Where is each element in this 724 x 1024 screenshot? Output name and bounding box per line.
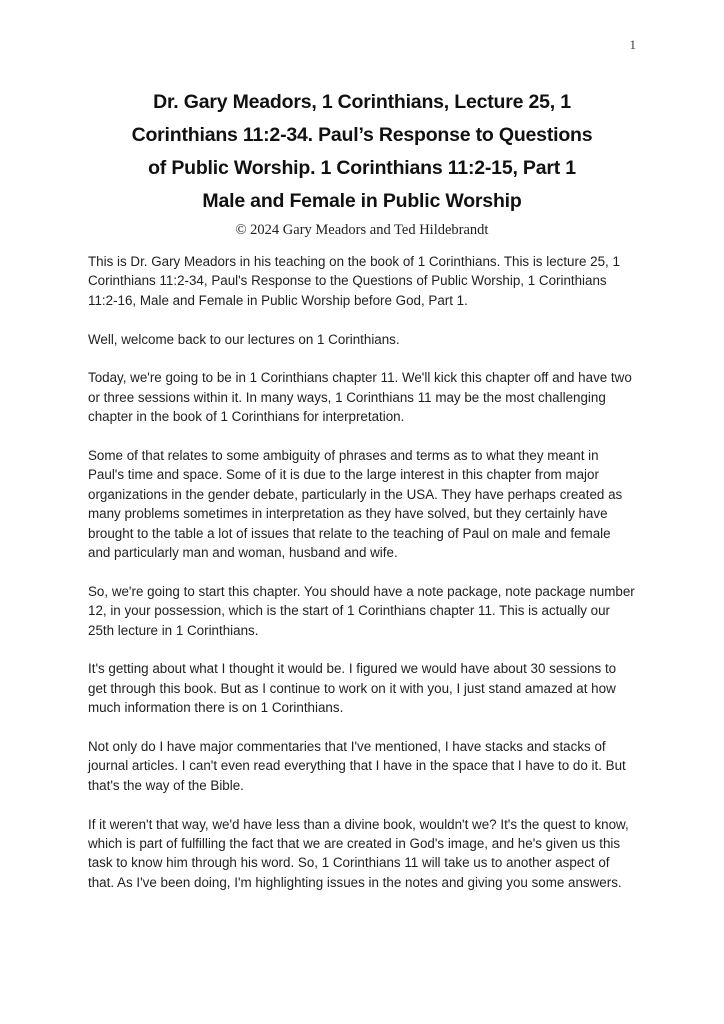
paragraph-4: Some of that relates to some ambiguity of phrases and terms as to what they meant in Paul's time and space. Some of it is due to the large interest in this chapter from major organizations in the gender debate, particularly in the USA. They have perhaps created as many problems sometimes in interpretation as they have solved, but they certainly have brought to the table a lot of issues that relate to the teaching of Paul on male and female and particularly man and woman, husband and wife.	[88, 448, 623, 561]
paragraph-3: Today, we're going to be in 1 Corinthians chapter 11. We'll kick this chapter off and have two or three sessions within it. In many ways, 1 Corinthians 11 may be the most challenging chapter in the book of 1 Corinthians for interpretation.	[88, 370, 632, 425]
paragraph-1: This is Dr. Gary Meadors in his teaching on the book of 1 Corinthians. This is lecture 25, 1 Corinthians 11:2-34, Paul's Response to the Questions of Public Worship, 1 Corinthians 11:2-16, Male and Female in Public Worship before God, Part 1.	[88, 254, 620, 308]
title-line-3: of Public Worship. 1 Corinthians 11:2-15, Part 1	[148, 157, 576, 179]
document-body	[88, 252, 636, 892]
title-line-1: Dr. Gary Meadors, 1 Corinthians, Lecture 25, 1	[153, 91, 571, 113]
paragraph-7: Not only do I have major commentaries that I've mentioned, I have stacks and stacks of journal articles. I can't even read everything that I have in the space that I have to do it. But that's the way of the Bible.	[88, 739, 626, 793]
paragraph-2: Well, welcome back to our lectures on 1 Corinthians.	[88, 331, 400, 347]
page-content	[88, 0, 636, 912]
paragraph-5: So, we're going to start this chapter. You should have a note package, note package number 12, in your possession, which is the start of 1 Corinthians chapter 11. This is actually our 25th lecture in 1 Corinthians.	[88, 583, 635, 638]
paragraph-6: It's getting about what I thought it would be. I figured we would have about 30 sessions to get through this book. But as I continue to work on it with you, I just stand amazed at how much information there is on 1 Corinthians.	[88, 661, 617, 716]
page-number: 1	[629, 37, 636, 52]
document-title	[88, 86, 636, 218]
title-line-4: Male and Female in Public Worship	[202, 190, 522, 212]
title-line-2: Corinthians 11:2-34. Paul’s Response to Questions	[131, 124, 593, 146]
copyright-line: © 2024 Gary Meadors and Ted Hildebrandt	[235, 222, 489, 238]
paragraph-8: If it weren't that way, we'd have less than a divine book, wouldn't we? It's the quest to know, which is part of fulfilling the fact that we are created in God's image, and he's given us this task to know him through his word. So, 1 Corinthians 11 will take us to another aspect of that. As I've been doing, I'm highlighting issues in the notes and giving you some answers.	[88, 816, 629, 890]
